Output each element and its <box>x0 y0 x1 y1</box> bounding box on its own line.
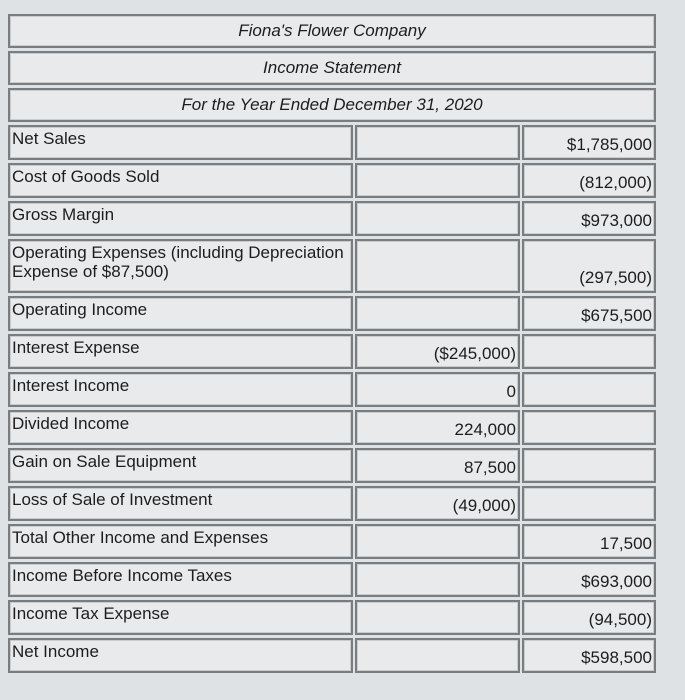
total-field[interactable] <box>522 448 656 483</box>
amount-field[interactable]: 87,500 <box>355 448 520 483</box>
table-row <box>8 296 656 331</box>
row-label: Net Sales <box>8 125 353 160</box>
row-label: Divided Income <box>8 410 353 445</box>
amount-field[interactable] <box>355 125 520 160</box>
statement-period: For the Year Ended December 31, 2020 <box>8 88 656 122</box>
total-field[interactable]: $693,000 <box>522 562 656 597</box>
total-field[interactable] <box>522 334 656 369</box>
row-label: Loss of Sale of Investment <box>8 486 353 521</box>
amount-field[interactable]: ($245,000) <box>355 334 520 369</box>
row-label: Gross Margin <box>8 201 353 236</box>
company-name: Fiona's Flower Company <box>8 14 656 48</box>
total-field[interactable]: $675,500 <box>522 296 656 331</box>
table-row <box>8 201 656 236</box>
table-row <box>8 125 656 160</box>
row-label: Gain on Sale Equipment <box>8 448 353 483</box>
row-label: Interest Expense <box>8 334 353 369</box>
income-statement-table <box>8 14 656 676</box>
table-row <box>8 163 656 198</box>
table-row <box>8 372 656 407</box>
amount-field[interactable]: (49,000) <box>355 486 520 521</box>
amount-field[interactable] <box>355 201 520 236</box>
amount-field[interactable] <box>355 524 520 559</box>
row-label: Net Income <box>8 638 353 673</box>
row-label: Operating Expenses (including Depreciation Expense of $87,500) <box>8 239 353 293</box>
amount-field[interactable] <box>355 562 520 597</box>
row-label: Operating Income <box>8 296 353 331</box>
total-field[interactable] <box>522 372 656 407</box>
total-field[interactable]: $973,000 <box>522 201 656 236</box>
row-label: Income Tax Expense <box>8 600 353 635</box>
amount-field[interactable] <box>355 600 520 635</box>
table-row <box>8 486 656 521</box>
table-row <box>8 334 656 369</box>
total-field[interactable] <box>522 486 656 521</box>
total-field[interactable]: $1,785,000 <box>522 125 656 160</box>
table-row <box>8 562 656 597</box>
amount-field[interactable] <box>355 638 520 673</box>
table-row <box>8 239 656 293</box>
total-field[interactable]: (812,000) <box>522 163 656 198</box>
table-row <box>8 638 656 673</box>
amount-field[interactable] <box>355 163 520 198</box>
row-label: Income Before Income Taxes <box>8 562 353 597</box>
row-label: Interest Income <box>8 372 353 407</box>
total-field[interactable]: 17,500 <box>522 524 656 559</box>
amount-field[interactable]: 0 <box>355 372 520 407</box>
amount-field[interactable] <box>355 296 520 331</box>
table-row <box>8 600 656 635</box>
row-label: Cost of Goods Sold <box>8 163 353 198</box>
table-row <box>8 448 656 483</box>
total-field[interactable]: $598,500 <box>522 638 656 673</box>
amount-field[interactable] <box>355 239 520 293</box>
statement-title: Income Statement <box>8 51 656 85</box>
table-row <box>8 524 656 559</box>
total-field[interactable]: (94,500) <box>522 600 656 635</box>
total-field[interactable] <box>522 410 656 445</box>
total-field[interactable]: (297,500) <box>522 239 656 293</box>
row-label: Total Other Income and Expenses <box>8 524 353 559</box>
table-row <box>8 410 656 445</box>
amount-field[interactable]: 224,000 <box>355 410 520 445</box>
